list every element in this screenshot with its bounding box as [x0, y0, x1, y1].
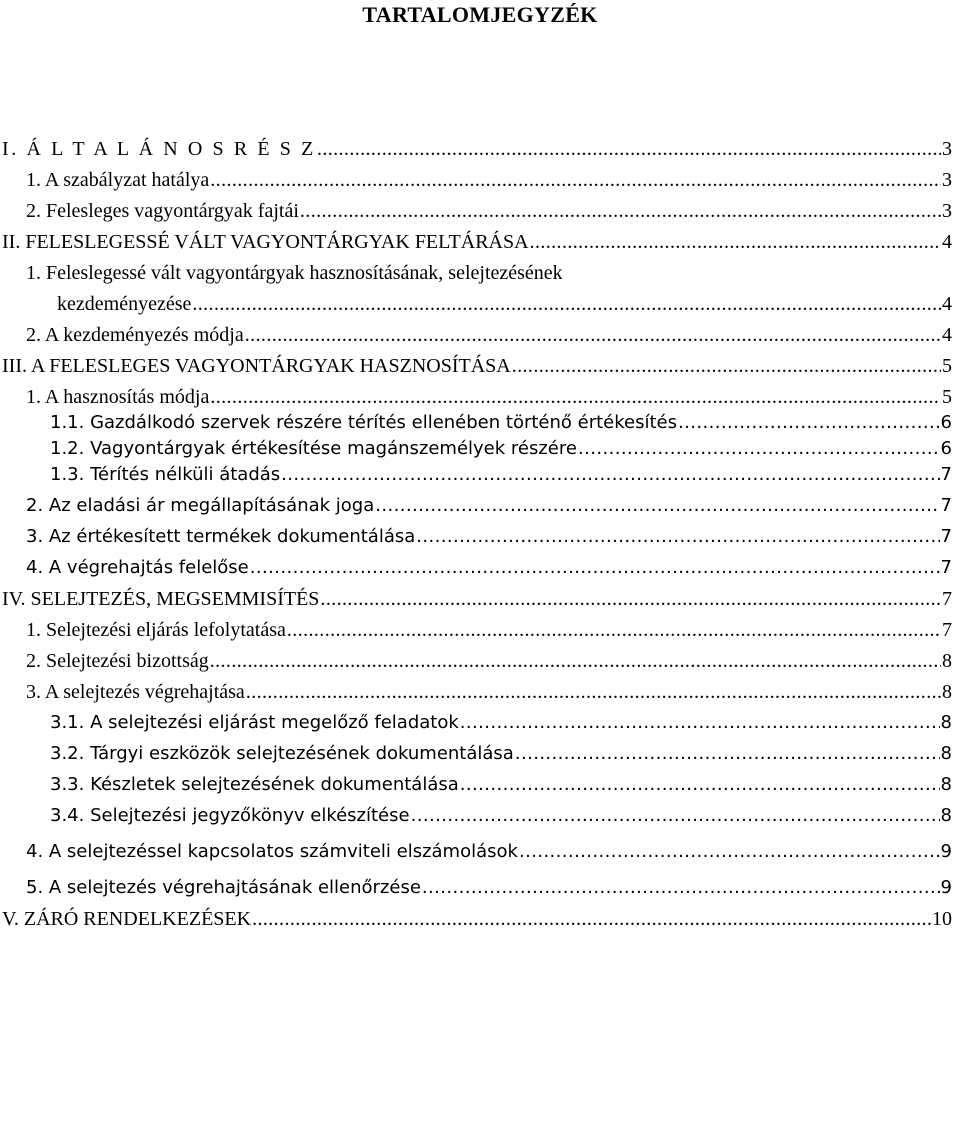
toc-leader-dots [245, 323, 941, 347]
toc-leader-dots [519, 840, 940, 864]
toc-entry[interactable] [0, 316, 960, 347]
toc-entry-label: II. FELESLEGESSÉ VÁLT VAGYONTÁRGYAK FELTÁRÁSA [2, 231, 529, 253]
toc-entry-label: 3.1. A selejtezési eljárást megelőző feladatok [50, 712, 459, 733]
toc-entry-page: 7 [940, 557, 952, 578]
toc-entry-section-3[interactable] [0, 347, 960, 378]
toc-entry-label: 3.4. Selejtezési jegyzőkönyv elkészítése [50, 805, 410, 826]
toc-entry-label: 1. Selejtezési eljárás lefolytatása [26, 619, 286, 641]
toc-entry-page: 8 [940, 774, 952, 795]
toc-leader-dots [252, 907, 931, 931]
toc-leader-dots [678, 411, 940, 435]
toc-entry[interactable] [0, 869, 960, 900]
toc-entry[interactable] [0, 518, 960, 549]
toc-entry-label: 1.2. Vagyontárgyak értékesítése magánszemélyek részére [50, 438, 577, 459]
toc-leader-dots [422, 876, 940, 900]
toc-entry-line-1[interactable] [0, 254, 960, 285]
toc-entry[interactable] [0, 642, 960, 673]
toc-entry-page: 8 [942, 650, 952, 672]
toc-entry[interactable] [0, 766, 960, 797]
toc-entry-label: 3. A selejtezés végrehajtása [26, 681, 245, 703]
toc-entry[interactable] [0, 673, 960, 704]
toc-entry[interactable] [0, 833, 960, 864]
toc-entry-label: 1. A szabályzat hatálya [26, 169, 210, 191]
toc-entry-label: V. ZÁRÓ RENDELKEZÉSEK [2, 908, 252, 930]
toc-leader-dots [416, 525, 939, 549]
toc-entry-label: IV. SELEJTEZÉS, MEGSEMMISÍTÉS [2, 588, 320, 610]
toc-entry-label: 2. Az eladási ár megállapításának joga [26, 495, 375, 516]
toc-entry[interactable] [0, 487, 960, 518]
toc-entry-label: 2. Selejtezési bizottság [26, 650, 209, 672]
toc-entry-section-4[interactable] [0, 580, 960, 611]
toc-entry-line-2[interactable] [0, 285, 960, 316]
toc-entry-page: 7 [942, 619, 952, 641]
toc-leader-dots [246, 680, 941, 704]
toc-leader-dots [287, 618, 941, 642]
toc-leader-dots [512, 354, 941, 378]
toc-entry-label: 1. A hasznosítás módja [26, 386, 210, 408]
page-title: TARTALOMJEGYZÉK [362, 2, 598, 27]
toc-entry[interactable] [0, 161, 960, 192]
toc-entry-label: III. A FELESLEGES VAGYONTÁRGYAK HASZNOSÍTÁSA [2, 355, 511, 377]
toc-entry-section-2[interactable] [0, 223, 960, 254]
toc-entry-page: 10 [932, 908, 952, 930]
toc-entry-page: 6 [940, 412, 952, 433]
toc-leader-dots [192, 292, 941, 316]
toc-leader-dots [375, 494, 939, 518]
toc-entry[interactable] [0, 611, 960, 642]
toc-entry-section-5[interactable] [0, 900, 960, 931]
toc-entry[interactable] [0, 461, 960, 487]
toc-entry-page: 9 [940, 877, 952, 898]
toc-entry-label: 3. Az értékesített termékek dokumentálása [26, 526, 416, 547]
table-of-contents [0, 130, 960, 931]
toc-entry-page: 3 [942, 138, 952, 160]
toc-entry[interactable] [0, 549, 960, 580]
toc-entry[interactable] [0, 704, 960, 735]
toc-entry-label: 2. Felesleges vagyontárgyak fajtái [26, 200, 299, 222]
toc-entry-page: 7 [940, 464, 952, 485]
toc-leader-dots [300, 199, 941, 223]
toc-entry[interactable] [0, 192, 960, 223]
toc-entry-page: 3 [942, 200, 952, 222]
toc-entry-label: I. Á L T A L Á N O S R É S Z [2, 138, 316, 160]
toc-entry-page: 9 [940, 841, 952, 862]
toc-leader-dots [460, 773, 940, 797]
toc-entry-page: 6 [940, 438, 952, 459]
toc-entry[interactable] [0, 378, 960, 409]
toc-leader-dots [515, 742, 940, 766]
toc-entry-label: 3.3. Készletek selejtezésének dokumentálása [50, 774, 459, 795]
toc-leader-dots [530, 230, 941, 254]
toc-entry-page: 7 [940, 495, 952, 516]
toc-entry-page: 5 [942, 386, 952, 408]
toc-entry-label-continued: kezdeményezése [57, 293, 192, 315]
toc-leader-dots [578, 437, 940, 461]
toc-entry-label: 4. A végrehajtás felelőse [26, 557, 249, 578]
toc-entry-label: 2. A kezdeményezés módja [26, 324, 244, 346]
toc-entry-page: 8 [940, 712, 952, 733]
toc-entry-label: 1.1. Gazdálkodó szervek részére térítés ellenében történő értékesítés [50, 412, 677, 433]
toc-entry-label: 4. A selejtezéssel kapcsolatos számviteli elszámolások [26, 841, 518, 862]
toc-entry-page: 3 [942, 169, 952, 191]
toc-entry-label: 5. A selejtezés végrehajtásának ellenőrzése [26, 877, 421, 898]
toc-leader-dots [460, 711, 940, 735]
toc-entry-section-1[interactable] [0, 130, 960, 161]
toc-entry-page: 4 [942, 231, 952, 253]
toc-entry-page: 4 [942, 293, 952, 315]
toc-leader-dots [320, 587, 941, 611]
toc-entry[interactable] [0, 735, 960, 766]
toc-leader-dots [281, 463, 939, 487]
toc-entry-label: 1.3. Térítés nélküli átadás [50, 464, 281, 485]
toc-entry-page: 7 [940, 526, 952, 547]
toc-entry-page: 5 [942, 355, 952, 377]
toc-entry-page: 8 [940, 805, 952, 826]
toc-entry-page: 4 [942, 324, 952, 346]
toc-entry[interactable] [0, 409, 960, 435]
toc-entry-page: 8 [942, 681, 952, 703]
toc-entry[interactable] [0, 435, 960, 461]
toc-leader-dots [250, 556, 940, 580]
toc-entry-label: 1. Feleslegessé vált vagyontárgyak hasznosításának, selejtezésének [26, 262, 563, 284]
toc-entry-page: 8 [940, 743, 952, 764]
toc-leader-dots [210, 649, 941, 673]
toc-leader-dots [411, 804, 940, 828]
toc-leader-dots [210, 168, 941, 192]
toc-entry-label: 3.2. Tárgyi eszközök selejtezésének dokumentálása [50, 743, 514, 764]
toc-leader-dots [210, 385, 941, 409]
toc-leader-dots [317, 137, 941, 161]
toc-entry-page: 7 [942, 588, 952, 610]
toc-entry[interactable] [0, 797, 960, 828]
